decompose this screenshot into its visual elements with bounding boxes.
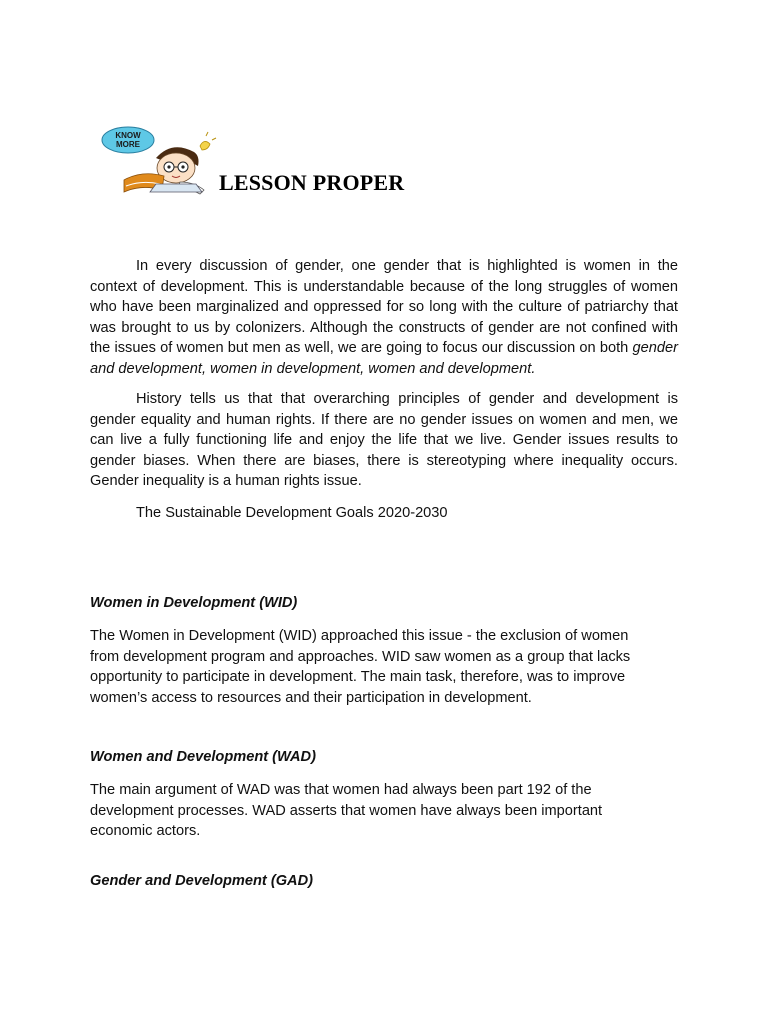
wid-body <box>90 626 670 708</box>
student-reading-icon <box>96 124 224 196</box>
intro-text: In every discussion of gender, one gender that is highlighted is women in the context of development. This is understandable because of the long struggles of women who have been marginalized and oppressed for so long with the culture of patriarchy that was brought to us by colonizers. Although the constructs of gender are not confined with the issues of women but men as well, we are going to focus our discussion on both <box>90 258 678 357</box>
wad-heading: Women and Development (WAD) <box>90 749 316 765</box>
intro-italic-text: gender and development, women in development, women and development. <box>90 340 678 377</box>
wid-line: women’s access to resources and their participation in development. <box>90 689 532 706</box>
wad-line: economic actors. <box>90 823 201 840</box>
wad-line: development processes. WAD asserts that women have always been important <box>90 802 603 819</box>
know-more-logo <box>96 124 224 196</box>
intro-paragraph <box>90 256 678 380</box>
wid-line: opportunity to participate in development. The main task, therefore, was to improve <box>90 669 626 686</box>
history-paragraph <box>90 389 678 492</box>
badge-text-line2: MORE <box>116 140 140 149</box>
wid-line: from development program and approaches. WID saw women as a group that lacks <box>90 648 631 665</box>
badge-text-line1: KNOW <box>115 131 141 140</box>
sdg-paragraph <box>90 503 678 524</box>
wid-heading: Women in Development (WID) <box>90 595 298 611</box>
gad-heading: Gender and Development (GAD) <box>90 873 313 889</box>
wad-line: The main argument of WAD was that women had always been part 192 of the <box>90 782 592 798</box>
history-text: History tells us that that overarching principles of gender and development is gender equality and human rights. If there are no gender issues on women and men, we can live a fully functioning life and enjoy the life that we live. Gender issues results to gender biases. When there are biases, there is stereotyping where inequality occurs. Gender inequality is a human rights issue. <box>90 391 678 490</box>
lesson-header <box>96 124 456 204</box>
wid-line: The Women in Development (WID) approached this issue - the exclusion of women <box>90 628 629 644</box>
sdg-text: The Sustainable Development Goals 2020-2030 <box>136 505 448 521</box>
wad-body <box>90 780 670 842</box>
page-title: LESSON PROPER <box>219 170 405 195</box>
